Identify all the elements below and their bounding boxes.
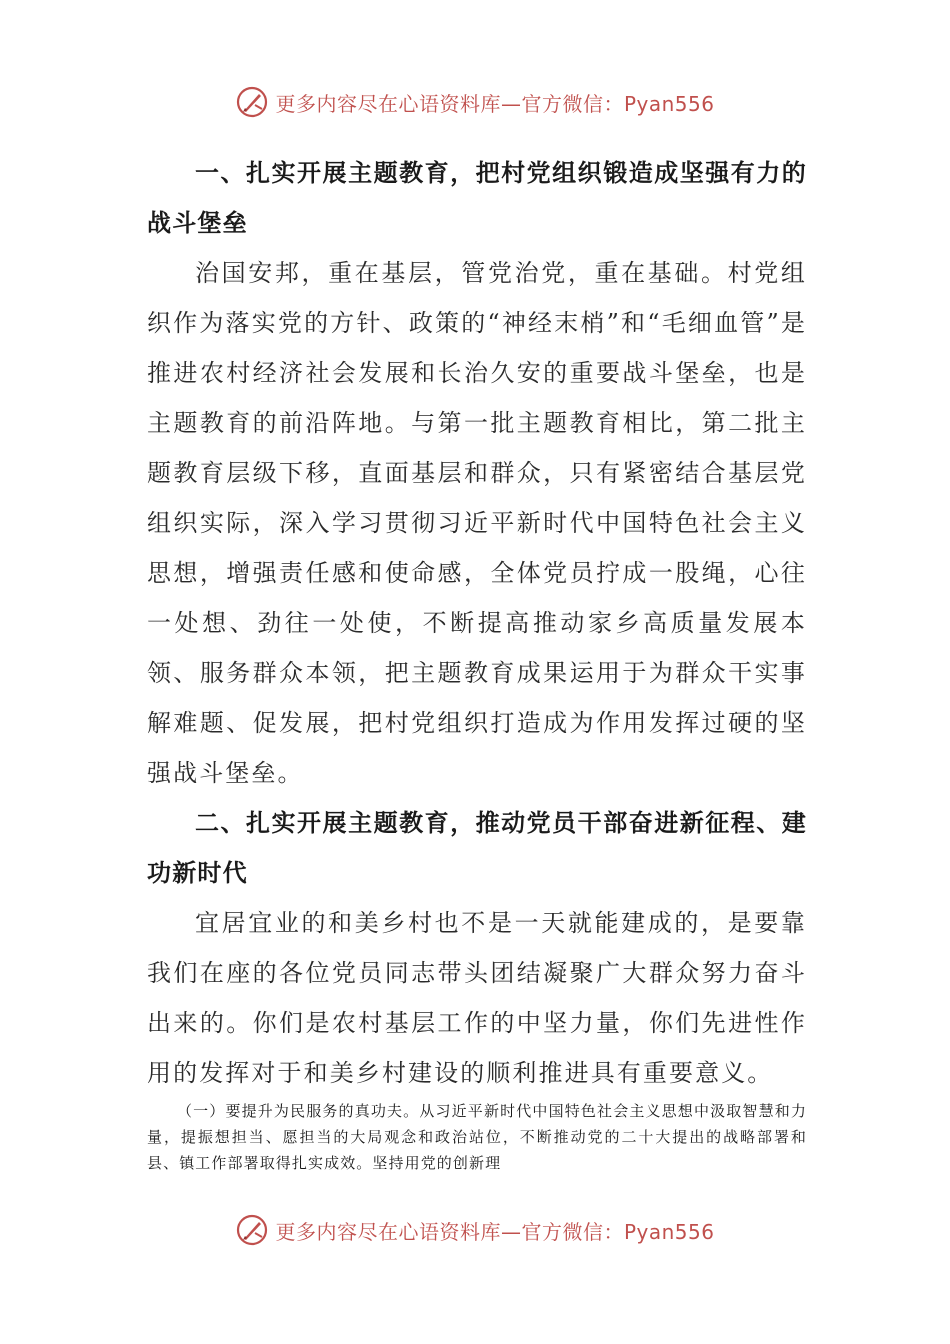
subsection-paragraph: （一）要提升为民服务的真功夫。从习近平新时代中国特色社会主义思想中汲取智慧和力量，提振想担当、愿担当的大局观念和政治站位，不断推动党的二十大提出的战略部署和县、镇工作部署取得扎实成效。坚持用党的创新理: [147, 1102, 807, 1172]
section-heading-1: 一、扎实开展主题教育，把村党组织锻造成坚强有力的战斗堡垒: [147, 159, 807, 237]
quill-logo-icon: [235, 85, 269, 119]
watermark-text: 更多内容尽在心语资料库—官方微信：Pyan556: [275, 91, 715, 116]
document-body: [147, 148, 807, 1098]
watermark-header: [0, 82, 950, 122]
section-paragraph-1: 治国安邦，重在基层，管党治党，重在基础。村党组织作为落实党的方针、政策的“神经末梢”和“毛细血管”是推进农村经济社会发展和长治久安的重要战斗堡垒，也是主题教育的前沿阵地。与第一批主题教育相比，第二批主题教育层级下移，直面基层和群众，只有紧密结合基层党组织实际，深入学习贯彻习近平新时代中国特色社会主义思想，增强责任感和使命感，全体党员拧成一股绳，心往一处想、劲往一处使，不断提高推动家乡高质量发展本领、服务群众本领，把主题教育成果运用于为群众干实事解难题、促发展，把村党组织打造成为作用发挥过硬的坚强战斗堡垒。: [147, 259, 807, 787]
watermark-text: 更多内容尽在心语资料库—官方微信：Pyan556: [275, 1219, 715, 1244]
watermark-footer: [0, 1210, 950, 1250]
quill-logo-icon: [235, 1213, 269, 1247]
section-paragraph-2: 宜居宜业的和美乡村也不是一天就能建成的，是要靠我们在座的各位党员同志带头团结凝聚广大群众努力奋斗出来的。你们是农村基层工作的中坚力量，你们先进性作用的发挥对于和美乡村建设的顺利推进具有重要意义。: [147, 909, 807, 1087]
section-heading-2: 二、扎实开展主题教育，推动党员干部奋进新征程、建功新时代: [147, 809, 807, 887]
